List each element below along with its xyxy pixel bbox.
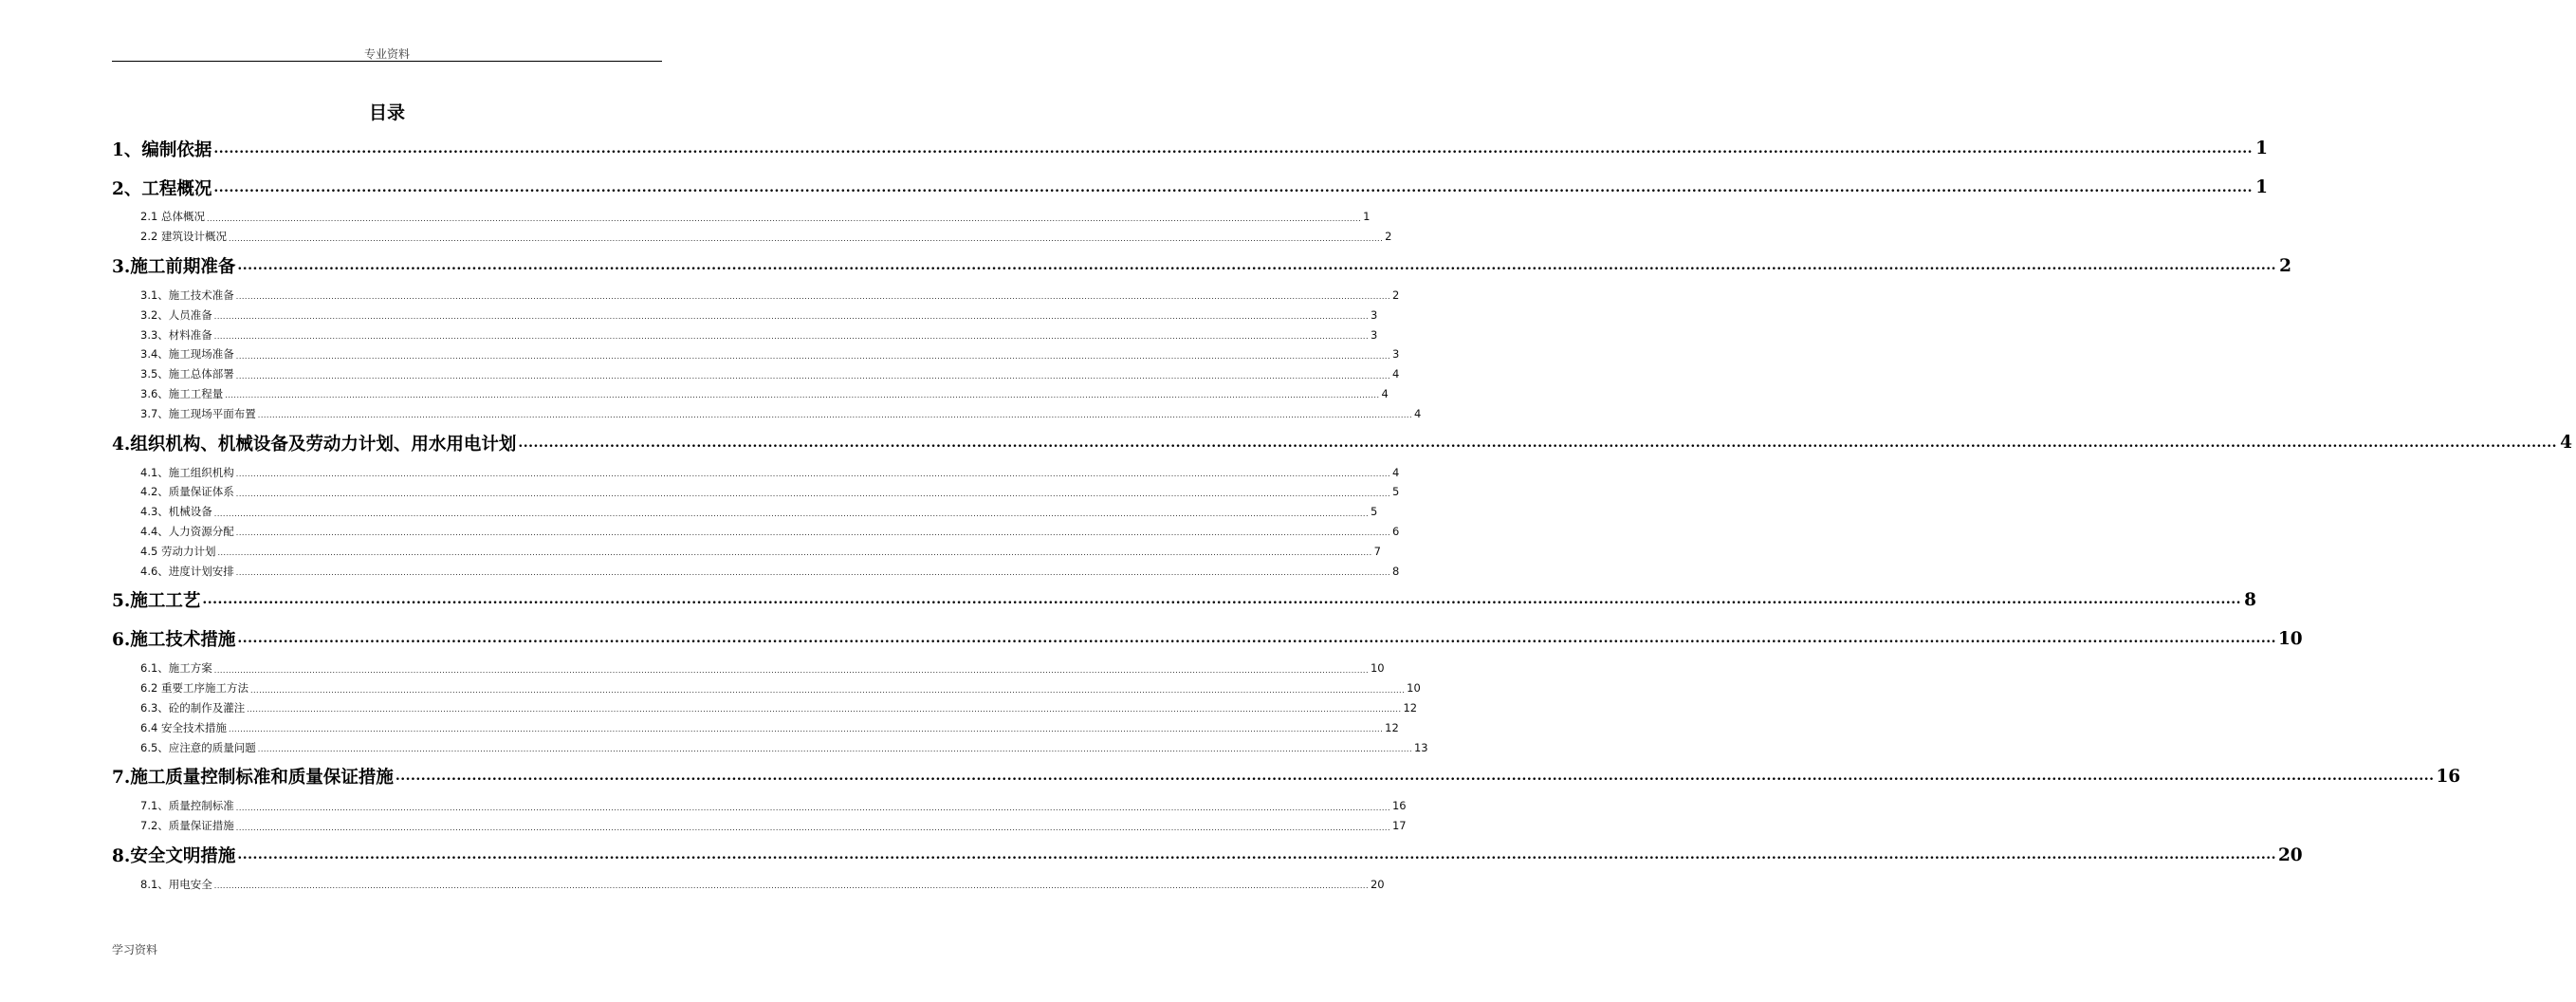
dot-leader: ................................................................................................................................................................................................................................................................................................................................................................................................................	[257, 745, 1412, 754]
toc-entry-label: 4.3、机械设备	[140, 505, 212, 519]
toc-entry-label: 3.6、施工工程量	[140, 386, 224, 400]
dot-leader: ................................................................................................................................................................................................................................................................................................................................................................................................................	[235, 371, 1390, 380]
dot-leader: ................................................................................................................................................................................................................................................................................................................................................................................................................	[228, 233, 1384, 243]
table-of-contents	[112, 129, 2572, 894]
toc-entry-label: 6.4 安全技术措施	[140, 720, 227, 734]
toc-entry-chapter[interactable]	[112, 423, 2572, 462]
dot-leader: ................................................................................................................................................................................................................................................................................................................................................................................................................	[235, 823, 1390, 832]
toc-entry-section[interactable]	[112, 875, 1385, 895]
dot-leader: ................................................................................................................................................................................................................................................................................................................................................................................................................	[235, 470, 1390, 479]
toc-entry-page-number: 16	[2436, 766, 2461, 787]
toc-entry-label: 3.2、人员准备	[140, 307, 212, 322]
toc-entry-page-number: 6	[1391, 524, 1400, 538]
toc-entry-chapter[interactable]	[112, 247, 2291, 286]
toc-entry-page-number: 2	[1391, 288, 1400, 302]
dot-leader: ................................................................................................................................................................................................................................................................................................................................................................................................................	[217, 548, 1372, 558]
dot-leader: ................................................................................................................................................................................................................................................................................................................................................................................................................	[247, 705, 1402, 714]
toc-entry-label: 4.1、施工组织机构	[140, 465, 234, 479]
toc-entry-label: 2、工程概况	[112, 178, 212, 199]
toc-entry-page-number: 3	[1391, 347, 1400, 362]
toc-entry-page-number: 4	[1391, 367, 1400, 381]
toc-entry-label: 8.安全文明措施	[112, 846, 236, 867]
toc-entry-section[interactable]	[112, 207, 1371, 227]
dot-leader: ................................................................................................................................................................................................................................................................................................................................................................................................................	[206, 213, 1362, 223]
toc-entry-section[interactable]	[112, 717, 1399, 737]
page-footer: 学习资料	[112, 943, 158, 956]
toc-entry-page-number: 16	[1391, 799, 1407, 813]
toc-entry-section[interactable]	[112, 561, 1400, 581]
toc-entry-page-number: 8	[1391, 564, 1400, 578]
toc-entry-page-number: 8	[2244, 589, 2256, 610]
toc-entry-label: 4.6、进度计划安排	[140, 564, 234, 578]
toc-entry-page-number: 4	[2560, 433, 2572, 454]
toc-entry-chapter[interactable]	[112, 168, 2268, 207]
toc-entry-label: 3.7、施工现场平面布置	[140, 406, 256, 420]
toc-entry-page-number: 20	[1370, 877, 1385, 891]
dot-leader: ................................................................................................................................................................................................................................................................................................................................................................................................................	[235, 803, 1390, 812]
toc-entry-page-number: 12	[1385, 720, 1399, 734]
toc-entry-section[interactable]	[112, 344, 1400, 364]
dot-leader: ................................................................................................................................................................................................................................................................................................................................................................................................................	[235, 529, 1390, 538]
toc-entry-page-number: 4	[1413, 406, 1422, 420]
toc-entry-label: 3.5、施工总体部署	[140, 367, 234, 381]
dot-leader: ................................................................................................................................................................................................................................................................................................................................................................................................................	[213, 332, 1369, 342]
toc-entry-label: 6.1、施工方案	[140, 661, 212, 676]
dot-leader: ................................................................................................................................................................................................................................................................................................................................................................................................................	[257, 411, 1412, 420]
dot-leader: ................................................................................................................................................................................................................................................................................................................................................................................................................	[237, 631, 2276, 647]
dot-leader: ................................................................................................................................................................................................................................................................................................................................................................................................................	[395, 769, 2435, 785]
dot-leader: ................................................................................................................................................................................................................................................................................................................................................................................................................	[235, 292, 1390, 302]
dot-leader: ................................................................................................................................................................................................................................................................................................................................................................................................................	[202, 592, 2241, 608]
toc-entry-label: 7.施工质量控制标准和质量保证措施	[112, 768, 394, 789]
toc-entry-page-number: 10	[2277, 628, 2303, 649]
toc-entry-chapter[interactable]	[112, 757, 2461, 796]
toc-entry-page-number: 1	[2255, 139, 2268, 158]
toc-entry-page-number: 1	[2255, 177, 2268, 197]
toc-entry-page-number: 17	[1391, 819, 1407, 833]
toc-entry-label: 4.4、人力资源分配	[140, 524, 234, 538]
toc-entry-section[interactable]	[112, 698, 1418, 718]
toc-entry-page-number: 5	[1370, 505, 1378, 519]
toc-entry-page-number: 2	[1385, 230, 1392, 244]
toc-entry-chapter[interactable]	[112, 620, 2303, 659]
toc-entry-section[interactable]	[112, 227, 1392, 247]
toc-entry-label: 3.3、材料准备	[140, 327, 212, 342]
toc-entry-page-number: 4	[1391, 465, 1400, 479]
toc-entry-chapter[interactable]	[112, 129, 2268, 168]
toc-entry-label: 3.1、施工技术准备	[140, 288, 234, 302]
toc-entry-chapter[interactable]	[112, 836, 2303, 875]
dot-leader: ................................................................................................................................................................................................................................................................................................................................................................................................................	[237, 847, 2276, 863]
dot-leader: ................................................................................................................................................................................................................................................................................................................................................................................................................	[235, 568, 1390, 578]
dot-leader: ................................................................................................................................................................................................................................................................................................................................................................................................................	[235, 351, 1390, 361]
dot-leader: ................................................................................................................................................................................................................................................................................................................................................................................................................	[235, 489, 1390, 498]
dot-leader: ................................................................................................................................................................................................................................................................................................................................................................................................................	[518, 435, 2557, 451]
toc-entry-label: 6.2 重要工序施工方法	[140, 681, 248, 696]
toc-entry-page-number: 10	[1407, 681, 1421, 696]
toc-entry-page-number: 13	[1413, 740, 1428, 754]
toc-entry-section[interactable]	[112, 325, 1378, 344]
toc-entry-section[interactable]	[112, 286, 1400, 306]
toc-entry-label: 3.4、施工现场准备	[140, 347, 234, 362]
toc-entry-page-number: 10	[1370, 661, 1385, 676]
dot-leader: ................................................................................................................................................................................................................................................................................................................................................................................................................	[249, 685, 1406, 695]
toc-entry-page-number: 4	[1381, 386, 1389, 400]
toc-entry-page-number: 20	[2277, 844, 2303, 865]
toc-entry-section[interactable]	[112, 403, 1422, 423]
dot-leader: ................................................................................................................................................................................................................................................................................................................................................................................................................	[213, 312, 1369, 322]
dot-leader: ................................................................................................................................................................................................................................................................................................................................................................................................................	[213, 140, 2253, 157]
toc-entry-label: 4.5 劳动力计划	[140, 544, 216, 558]
toc-entry-label: 8.1、用电安全	[140, 877, 212, 891]
toc-entry-section[interactable]	[112, 796, 1407, 816]
toc-entry-label: 1、编制依据	[112, 139, 212, 160]
toc-entry-section[interactable]	[112, 502, 1378, 522]
toc-entry-section[interactable]	[112, 384, 1389, 404]
header-rule	[112, 61, 662, 62]
toc-entry-label: 6.5、应注意的质量问题	[140, 740, 256, 754]
toc-entry-section[interactable]	[112, 482, 1400, 502]
toc-entry-section[interactable]	[112, 737, 1428, 757]
toc-entry-section[interactable]	[112, 816, 1407, 836]
toc-entry-page-number: 12	[1403, 700, 1418, 714]
toc-entry-label: 5.施工工艺	[112, 591, 201, 612]
toc-entry-page-number: 5	[1391, 485, 1400, 499]
toc-entry-label: 7.1、质量控制标准	[140, 799, 234, 813]
dot-leader: ................................................................................................................................................................................................................................................................................................................................................................................................................	[225, 391, 1380, 400]
toc-entry-label: 4.2、质量保证体系	[140, 485, 234, 499]
toc-entry-label: 6.3、砼的制作及灌注	[140, 700, 246, 714]
dot-leader: ................................................................................................................................................................................................................................................................................................................................................................................................................	[213, 665, 1369, 675]
toc-entry-label: 2.1 总体概况	[140, 210, 205, 224]
toc-entry-section[interactable]	[112, 305, 1378, 325]
toc-entry-page-number: 2	[2279, 255, 2291, 276]
toc-entry-label: 4.组织机构、机械设备及劳动力计划、用水用电计划	[112, 434, 517, 455]
dot-leader: ................................................................................................................................................................................................................................................................................................................................................................................................................	[213, 179, 2253, 195]
toc-entry-section[interactable]	[112, 462, 1400, 482]
toc-entry-section[interactable]	[112, 678, 1421, 698]
toc-entry-page-number: 7	[1373, 544, 1381, 558]
toc-entry-page-number: 3	[1370, 327, 1378, 342]
toc-entry-label: 6.施工技术措施	[112, 630, 236, 651]
toc-entry-chapter[interactable]	[112, 581, 2256, 620]
toc-entry-section[interactable]	[112, 541, 1381, 561]
toc-entry-label: 3.施工前期准备	[112, 257, 236, 278]
toc-entry-page-number: 1	[1363, 210, 1371, 224]
dot-leader: ................................................................................................................................................................................................................................................................................................................................................................................................................	[213, 881, 1369, 891]
toc-entry-section[interactable]	[112, 522, 1400, 542]
dot-leader: ................................................................................................................................................................................................................................................................................................................................................................................................................	[228, 725, 1384, 734]
toc-entry-label: 2.2 建筑设计概况	[140, 230, 227, 244]
toc-entry-section[interactable]	[112, 659, 1385, 678]
toc-entry-section[interactable]	[112, 364, 1400, 384]
toc-title: 目录	[368, 102, 405, 123]
dot-leader: ................................................................................................................................................................................................................................................................................................................................................................................................................	[237, 258, 2276, 274]
toc-entry-label: 7.2、质量保证措施	[140, 819, 234, 833]
toc-entry-page-number: 3	[1370, 307, 1378, 322]
page-header: 专业资料	[363, 47, 410, 61]
dot-leader: ................................................................................................................................................................................................................................................................................................................................................................................................................	[213, 509, 1369, 518]
